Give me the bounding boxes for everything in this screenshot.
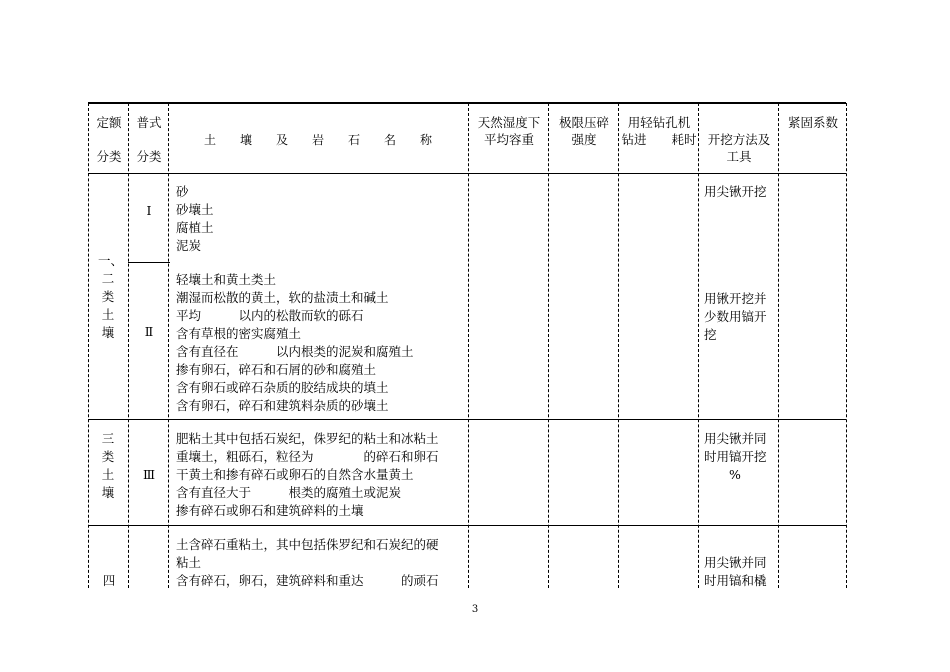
excavation-method: 时用镐和橇 (704, 573, 767, 588)
soil-name: 砂 (176, 184, 189, 199)
excavation-method: 时用镐开挖 (704, 449, 767, 464)
soil-name: 砂壤土 (176, 202, 214, 217)
group-divider-2 (88, 525, 846, 526)
header-general-cat: 普式 (136, 115, 162, 130)
excavation-method: 用尖锹并同 (704, 431, 767, 446)
header-quota-cat-2: 分类 (96, 149, 122, 164)
soil-name: 含有卵石，碎石和建筑料杂质的砂壤土 (176, 398, 389, 413)
excavation-method: % (704, 467, 741, 482)
soil-name: 腐植土 (176, 220, 214, 235)
soil-name: 干黄土和掺有碎石或卵石的自然含水量黄土 (176, 467, 414, 482)
quota-category-label: 一、二类土壤 (98, 253, 124, 340)
page-number: 3 (471, 604, 479, 615)
group-divider-1 (88, 419, 846, 420)
general-category: Ⅲ (142, 467, 156, 482)
soil-name: 掺有卵石，碎石和石屑的砂和腐殖土 (176, 362, 377, 377)
col-divider-1 (128, 103, 129, 588)
col-divider-6 (698, 103, 699, 588)
soil-name: 含有卵石或碎石杂质的胶结成块的填土 (176, 380, 389, 395)
soil-name: 轻壤土和黄土类土 (176, 272, 277, 287)
col-divider-3 (468, 103, 469, 588)
quota-category-label: 三类土壤 (101, 431, 115, 500)
soil-name: 含有碎石，卵石，建筑碎料和重达 的顽石 (176, 573, 439, 588)
quota-category-label: 四 (102, 573, 116, 588)
excavation-method: 用锹开挖并 (704, 291, 767, 306)
header-drill-1: 用轻钻孔机 (627, 115, 691, 130)
table-left-border (88, 103, 89, 588)
soil-name: 泥炭 (176, 238, 202, 253)
header-quota-cat: 定额 (96, 115, 122, 130)
header-bottom-border (88, 173, 846, 174)
header-name: 土 壤 及 岩 石 名 称 (203, 133, 432, 147)
header-general-cat-2: 分类 (136, 149, 162, 164)
soil-name: 掺有碎石或卵石和建筑碎料的土壤 (176, 503, 364, 518)
soil-name: 平均 以内的松散而软的砾石 (176, 308, 364, 323)
soil-name: 肥粘土其中包括石炭纪，侏罗纪的粘土和冰粘土 (176, 431, 439, 446)
header-coef: 紧固系数 (787, 115, 838, 130)
general-category: Ⅱ (144, 324, 154, 339)
header-method-1: 开挖方法及 (707, 132, 771, 147)
row-divider-general-1 (128, 262, 170, 263)
col-divider-7 (778, 103, 779, 588)
soil-name: 重壤土，粗砾石，粒径为 的碎石和卵石 (176, 449, 439, 464)
col-divider-2 (168, 103, 169, 588)
table-right-border (846, 103, 847, 588)
excavation-method: 挖 (704, 327, 717, 342)
excavation-method: 用尖锹并同 (704, 555, 767, 570)
soil-name: 含有直径大于 根类的腐殖土或泥炭 (176, 485, 402, 500)
header-density-2: 平均容重 (483, 132, 534, 147)
soil-name: 粘土 (176, 555, 202, 570)
col-divider-5 (618, 103, 619, 588)
soil-name: 含有直径在 以内根类的泥炭和腐殖土 (176, 344, 414, 359)
general-category: Ⅰ (146, 203, 152, 218)
header-strength-2: 强度 (571, 132, 597, 147)
soil-name: 含有草根的密实腐殖土 (176, 326, 302, 341)
col-divider-4 (548, 103, 549, 588)
soil-name: 潮湿而松散的黄土，软的盐渍土和碱土 (176, 290, 389, 305)
soil-name: 土含碎石重粘土，其中包括侏罗纪和石炭纪的硬 (176, 537, 439, 552)
header-drill-2: 钻进 耗时 (621, 132, 697, 147)
excavation-method: 少数用镐开 (704, 309, 767, 324)
excavation-method: 用尖锹开挖 (704, 184, 767, 199)
header-density-1: 天然湿度下 (477, 115, 541, 130)
header-method-2: 工具 (726, 149, 752, 164)
table-top-border (88, 102, 846, 104)
header-strength-1: 极限压碎 (558, 115, 609, 130)
